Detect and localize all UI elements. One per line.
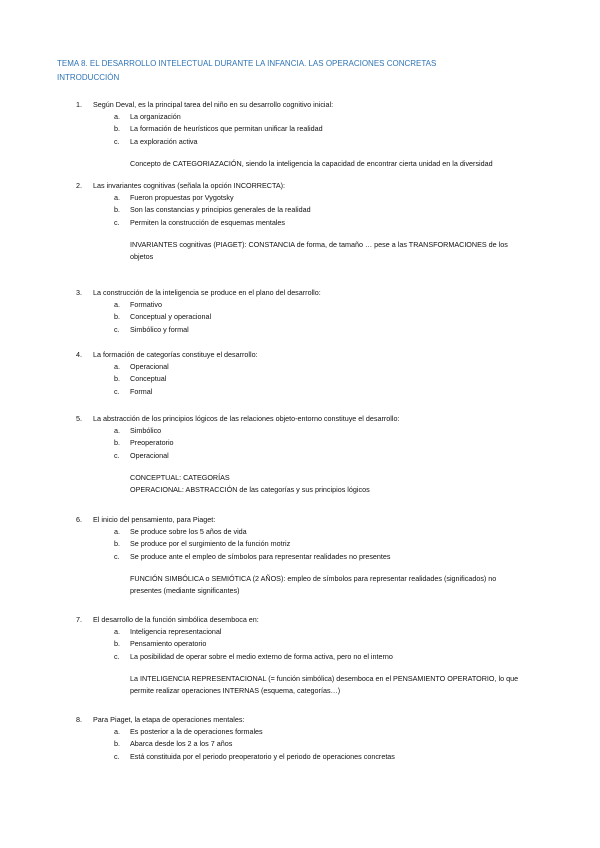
question-line [0,99,600,111]
option-text: Formativo [130,300,162,310]
question-line [0,349,600,361]
answer-note [130,239,540,263]
option-text: Se produce sobre los 5 años de vida [130,527,247,537]
question-item [0,287,600,336]
option-text: Simbólico [130,426,162,436]
answer-option [0,651,600,663]
question-line [0,287,600,299]
option-text: Operacional [130,450,169,460]
option-text: Se produce ante el empleo de símbolos para representar realidades no presentes [130,551,391,561]
option-letter: b. [114,438,120,448]
option-text: La formación de heurísticos que permitan unificar la realidad [130,124,323,134]
option-letter: a. [114,362,120,372]
option-letter: a. [114,112,120,122]
question-number: 5. [76,414,82,423]
question-line [0,514,600,526]
option-text: La organización [130,112,181,122]
question-item [0,514,600,597]
option-letter: b. [114,312,120,322]
answer-option [0,217,600,229]
option-letter: c. [114,324,120,334]
section-subtitle: INTRODUCCIÓN [57,73,120,82]
option-text: Es posterior a la de operaciones formales [130,727,263,737]
option-text: Conceptual [130,374,167,384]
option-text: Inteligencia representacional [130,627,222,637]
option-letter: b. [114,739,120,749]
answer-option [0,111,600,123]
option-text: Se produce por el surgimiento de la función motriz [130,539,291,549]
option-letter: b. [114,639,120,649]
question-text: Según Deval, es la principal tarea del niño en su desarrollo cognitivo inicial: [93,100,334,109]
note-line: La INTELIGENCIA REPRESENTACIONAL (= función simbólica) desemboca en el PENSAMIENTO OPERATORIO, lo que [130,673,519,683]
option-text: Permiten la construcción de esquemas mentales [130,217,286,227]
answer-option [0,192,600,204]
answer-option [0,425,600,437]
option-letter: a. [114,527,120,537]
note-line: permite realizar operaciones INTERNAS (esquema, categorías…) [130,685,341,695]
answer-option [0,538,600,550]
option-letter: c. [114,450,120,460]
question-number: 3. [76,288,82,297]
answer-option [0,526,600,538]
answer-note [130,673,540,697]
option-text: Conceptual y operacional [130,312,212,322]
option-text: Fueron propuestas por Vygotsky [130,193,234,203]
option-letter: c. [114,217,120,227]
question-line [0,714,600,726]
option-letter: c. [114,136,120,146]
answer-note [130,472,540,496]
answer-option [0,437,600,449]
question-number: 4. [76,350,82,359]
option-text: Formal [130,386,153,396]
option-letter: b. [114,539,120,549]
note-line: OPERACIONAL: ABSTRACCIÓN de las categorías y sus principios lógicos [130,484,370,494]
option-letter: b. [114,205,120,215]
answer-option [0,551,600,563]
answer-option [0,738,600,750]
note-line: CONCEPTUAL: CATEGORÍAS [130,472,230,482]
answer-note [130,158,540,170]
question-text: El desarrollo de la función simbólica desemboca en: [93,615,259,624]
answer-option [0,450,600,462]
question-text: La formación de categorías constituye el desarrollo: [93,350,258,359]
note-line: FUNCIÓN SIMBÓLICA o SEMIÓTICA (2 AÑOS): empleo de símbolos para representar realidades (significados) no [130,573,497,583]
question-item [0,614,600,697]
document-header [57,57,436,85]
question-number: 8. [76,715,82,724]
answer-option [0,324,600,336]
option-text: Operacional [130,362,169,372]
question-text: La construcción de la inteligencia se produce en el plano del desarrollo: [93,288,321,297]
answer-option [0,386,600,398]
option-letter: c. [114,751,120,761]
question-text: Las invariantes cognitivas (señala la opción INCORRECTA): [93,181,286,190]
question-number: 7. [76,615,82,624]
question-item [0,180,600,263]
question-text: El inicio del pensamiento, para Piaget: [93,515,216,524]
question-number: 1. [76,100,82,109]
answer-option [0,638,600,650]
option-text: Está constituida por el periodo preoperatorio y el periodo de operaciones concretas [130,751,395,761]
option-letter: a. [114,727,120,737]
option-text: Preoperatorio [130,438,174,448]
answer-option [0,626,600,638]
answer-option [0,726,600,738]
note-line: presentes (mediante significantes) [130,585,240,595]
answer-option [0,751,600,763]
option-letter: a. [114,426,120,436]
option-text: Son las constancias y principios generales de la realidad [130,205,311,215]
option-letter: c. [114,651,120,661]
option-text: Pensamiento operatorio [130,639,207,649]
question-line [0,614,600,626]
question-item [0,413,600,496]
question-line [0,180,600,192]
option-letter: a. [114,627,120,637]
answer-option [0,299,600,311]
option-letter: b. [114,124,120,134]
answer-option [0,136,600,148]
note-line: objetos [130,251,154,261]
question-item [0,99,600,170]
answer-option [0,204,600,216]
option-text: Simbólico y formal [130,324,189,334]
question-text: La abstracción de los principios lógicos de las relaciones objeto-entorno constituye el desarrollo: [93,414,400,423]
question-number: 2. [76,181,82,190]
answer-option [0,123,600,135]
option-text: La posibilidad de operar sobre el medio externo de forma activa, pero no el interno [130,651,393,661]
answer-option [0,373,600,385]
question-item [0,714,600,763]
question-text: Para Piaget, la etapa de operaciones mentales: [93,715,245,724]
question-item [0,349,600,398]
option-letter: b. [114,374,120,384]
option-text: La exploración activa [130,136,198,146]
option-letter: c. [114,551,120,561]
answer-note [130,573,540,597]
option-text: Abarca desde los 2 a los 7 años [130,739,233,749]
question-number: 6. [76,515,82,524]
note-line: INVARIANTES cognitivas (PIAGET): CONSTANCIA de forma, de tamaño … pese a las TRANSFORMACIONES de los [130,239,508,249]
note-line: Concepto de CATEGORIAZACIÓN, siendo la inteligencia la capacidad de encontrar cierta unidad en la diversidad [130,158,493,168]
option-letter: c. [114,386,120,396]
answer-option [0,361,600,373]
answer-option [0,311,600,323]
question-line [0,413,600,425]
option-letter: a. [114,300,120,310]
page-title: TEMA 8. EL DESARROLLO INTELECTUAL DURANTE LA INFANCIA. LAS OPERACIONES CONCRETAS [57,59,437,68]
option-letter: a. [114,193,120,203]
